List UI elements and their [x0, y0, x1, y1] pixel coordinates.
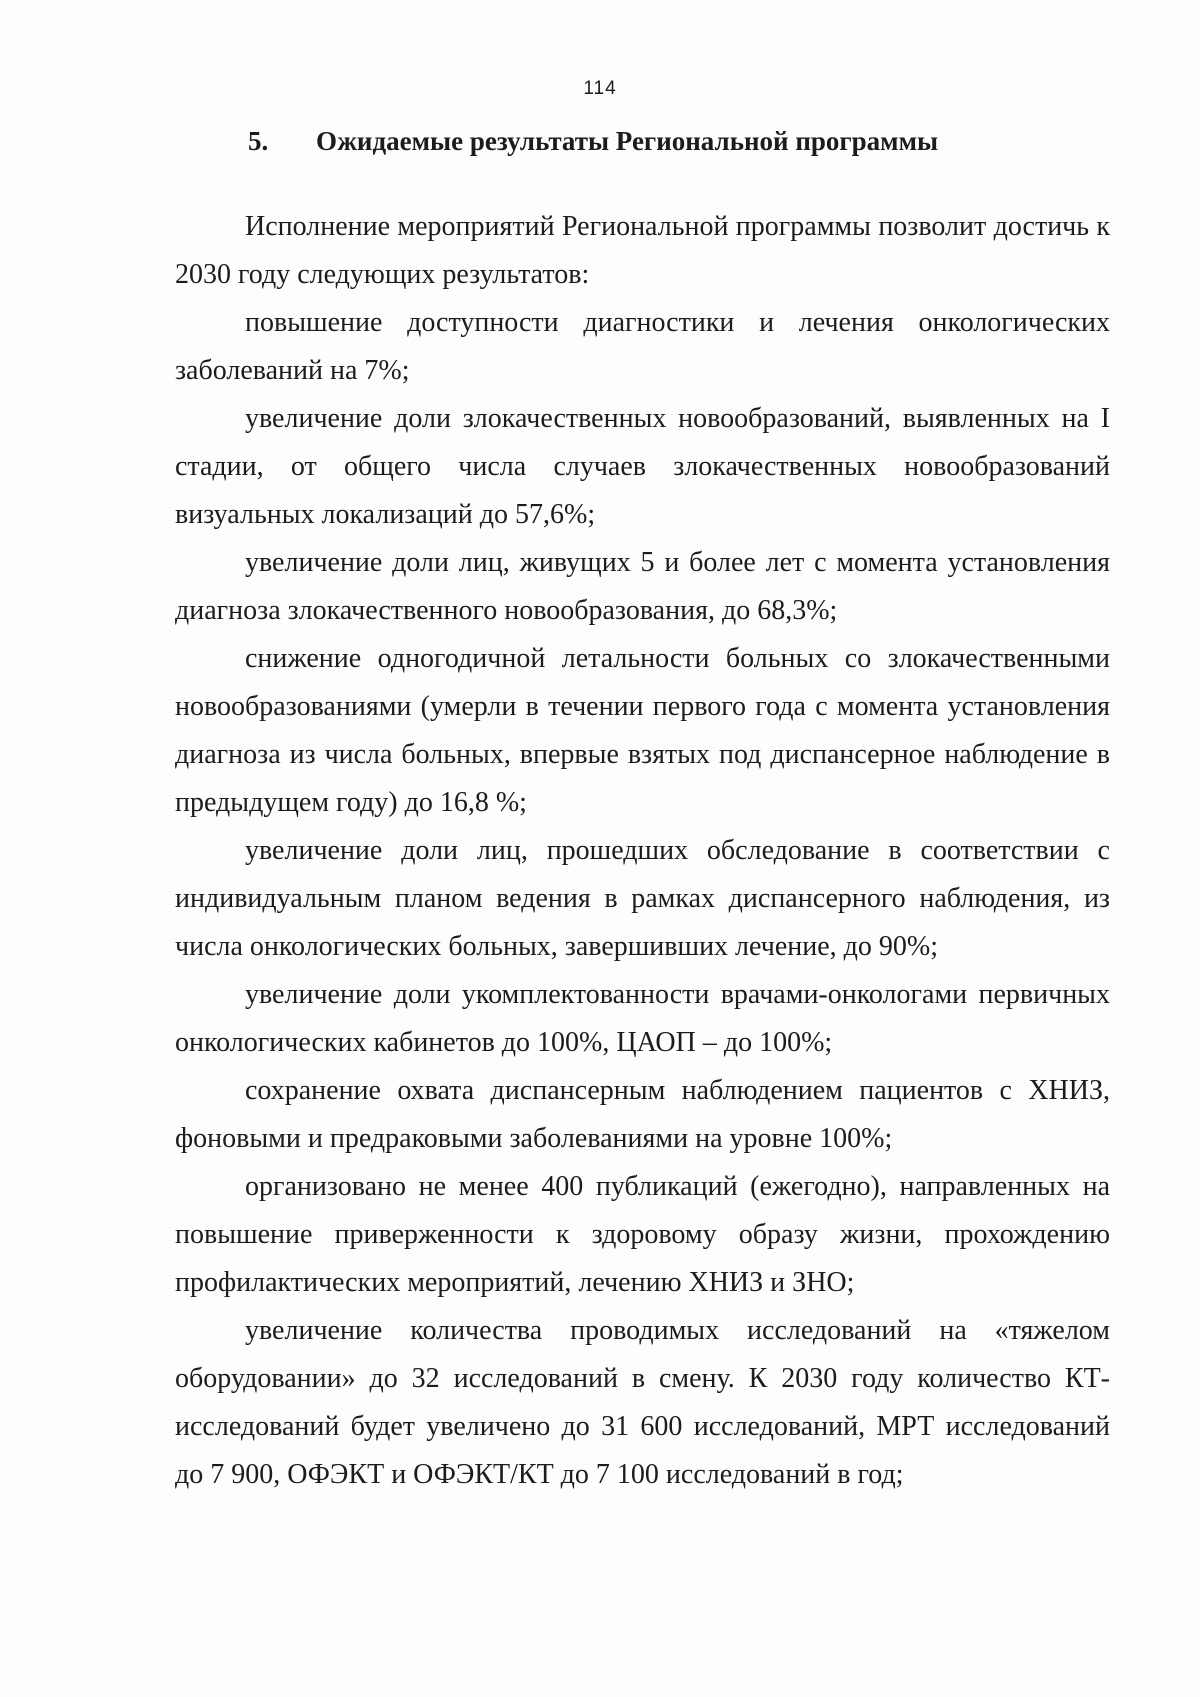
paragraph-follow-up-examination: увеличение доли лиц, прошедших обследование в соответствии с индивидуальным планом ведения в рамках диспансерного наблюдения, из числа онкологических больных, завершивших лечение, до 90%; — [175, 835, 1110, 962]
paragraph-publications: организовано не менее 400 публикаций (ежегодно), направленных на повышение приверженности к здоровому образу жизни, прохождению профилактических мероприятий, лечению ХНИЗ и ЗНО; — [175, 1171, 1110, 1298]
paragraph-accessibility: повышение доступности диагностики и лечения онкологических заболеваний на 7%; — [175, 307, 1110, 386]
section-heading — [248, 126, 938, 157]
paragraph-intro: Исполнение мероприятий Региональной программы позволит достичь к 2030 году следующих результатов: — [175, 211, 1110, 290]
section-number: 5. — [248, 126, 269, 156]
body-text — [175, 203, 1110, 1499]
paragraph-heavy-equipment: увеличение количества проводимых исследований на «тяжелом оборудовании» до 32 исследований в смену. К 2030 году количество КТ-исследований будет увеличено до 31 600 исследований, МРТ исследований до 7 900, ОФЭКТ и ОФЭКТ/КТ до 7 100 исследований в год; — [175, 1315, 1110, 1490]
paragraph-five-year-survival: увеличение доли лиц, живущих 5 и более лет с момента установления диагноза злокачественного новообразования, до 68,3%; — [175, 547, 1110, 626]
paragraph-dispensary-coverage: сохранение охвата диспансерным наблюдением пациентов с ХНИЗ, фоновыми и предраковыми заболеваниями на уровне 100%; — [175, 1075, 1110, 1154]
paragraph-early-detection: увеличение доли злокачественных новообразований, выявленных на I стадии, от общего числа случаев злокачественных новообразований визуальных локализаций до 57,6%; — [175, 403, 1110, 530]
paragraph-staffing: увеличение доли укомплектованности врачами-онкологами первичных онкологических кабинетов до 100%, ЦАОП – до 100%; — [175, 979, 1110, 1058]
paragraph-one-year-mortality: снижение одногодичной летальности больных со злокачественными новообразованиями (умерли в течении первого года с момента установления диагноза из числа больных, впервые взятых под диспансерное наблюдение в предыдущем году) до 16,8 %; — [175, 643, 1110, 818]
page-number: 114 — [583, 78, 617, 99]
section-title: Ожидаемые результаты Региональной программы — [316, 126, 939, 156]
